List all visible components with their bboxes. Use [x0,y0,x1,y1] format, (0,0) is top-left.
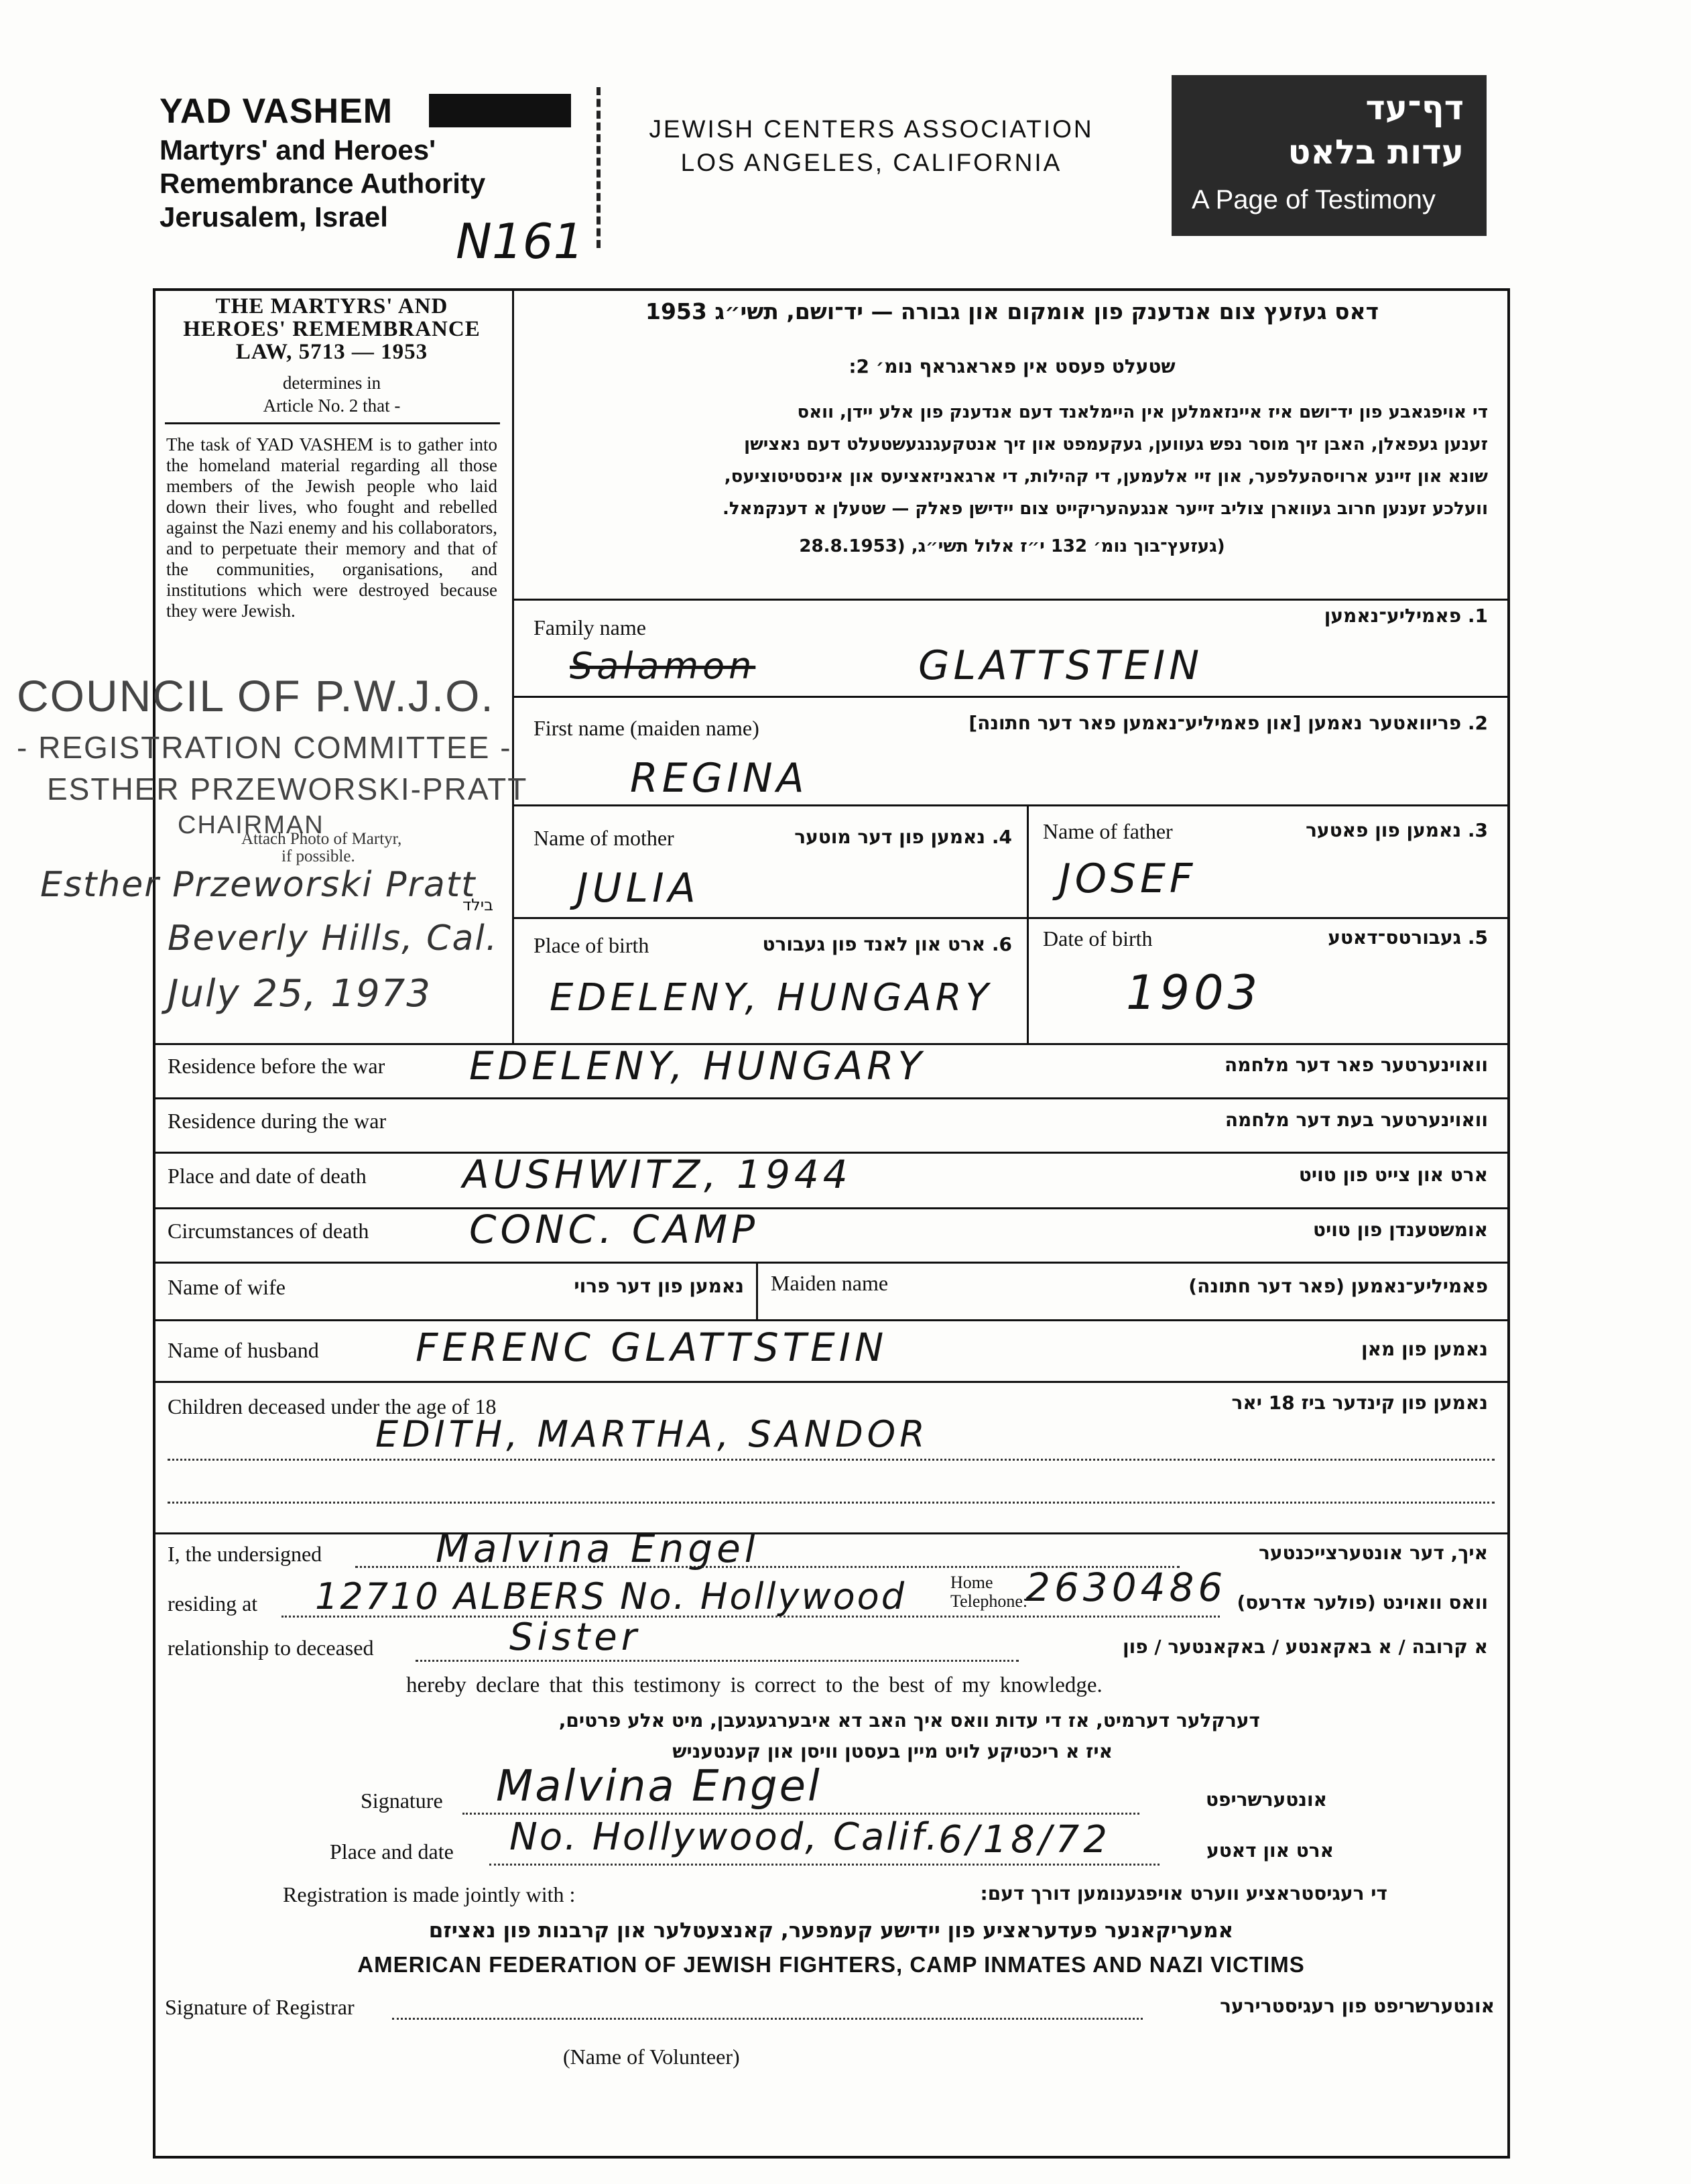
death-place-label: Place and date of death [168,1164,367,1188]
jca-line2: LOS ANGELES, CALIFORNIA [680,149,1062,176]
rule-yiddish-bottom [512,599,1510,601]
declaration-statement: hereby declare that this testimony is correct to the best of my knowledge. [406,1673,1103,1697]
declaration-statement-he-1: דערקלער דערמיט, אז די עדות וואס איך האב דא איבערגעגעבן, מיט אלע פרטים, [558,1709,1260,1732]
place-date-label: Place and date [330,1839,454,1864]
wife-divider [756,1262,758,1319]
yiddish-line-4: וועלכע זענען חרוב געווארן צוליב זייער אנגעהעריקייט צום יידישן פאלק — שטעלן א דענקמאל. [723,499,1488,519]
birth-date-value: 1903 [1126,965,1262,1020]
stamp-city: Beverly Hills, Cal. [168,918,499,959]
law-rule [165,422,500,424]
birth-date-label-he: 5. געבורטס־דאטע [1328,926,1488,949]
registration-label-he: די רעגיסטראציע ווערט אויפגענומען דורך דעם: [980,1882,1387,1904]
yiddish-line-3: שונא און זיינע ארויסהעלפער, און זיי אלעמען, די קהילות, די ארגאניזאציעס און אינסטיטוציעס, [724,467,1488,487]
husband-label-he: נאמען פון מאן [1361,1338,1488,1360]
maiden-label: Maiden name [771,1271,889,1295]
stamp-signature: Esther Przeworski Pratt [40,865,477,905]
birth-date-label: Date of birth [1043,926,1153,951]
org-line3: Remembrance Authority [160,168,486,199]
yiddish-line-1: די אויפגאבע פון יד־ושם איז איינזאמלען אין היימלאנד דעם אנדענק פון אלע יידן, וואס [797,402,1488,422]
law-title-1: THE MARTYRS' AND [215,294,448,318]
org-name: YAD VASHEM [160,92,393,131]
stamp-date: July 25, 1973 [168,972,432,1016]
family-name-label-he: 1. פאמיליע־נאמען [1324,605,1488,627]
relationship-line [416,1660,1019,1662]
org-line4: Jerusalem, Israel [160,201,388,233]
family-name-value: GLATTSTEIN [918,642,1204,689]
res-before-value: EDELENY, HUNGARY [469,1043,926,1089]
photo-hebrew: בילד [462,896,493,914]
federation-en: AMERICAN FEDERATION OF JEWISH FIGHTERS, CAMP INMATES AND NAZI VICTIMS [357,1952,1305,1977]
yiddish-line-5: (געזעץ־בוך נומ׳ 132 י״ז אלול תשי״ג, (28.8.1953 [799,536,1225,556]
relationship-value: Sister [509,1616,641,1659]
wife-label: Name of wife [168,1275,286,1299]
law-title-2: HEROES' REMEMBRANCE [183,317,481,341]
birth-place-label-he: 6. ארט און לאנד פון געבורט [762,933,1012,955]
rule-wife [153,1319,1510,1321]
registrar-line [392,2018,1143,2020]
children-dotted-1 [168,1459,1495,1461]
rule-husband [153,1381,1510,1383]
rule-children [153,1532,1510,1534]
rule-death-place [153,1207,1510,1209]
parents-divider [1027,804,1029,1044]
place-date-line [489,1864,1160,1866]
birth-place-label: Place of birth [534,933,649,957]
undersigned-value: Malvina Engel [436,1526,759,1571]
mother-value: JULIA [576,865,700,912]
badge-english: A Page of Testimony [1192,185,1436,215]
yiddish-line-2: זענען געפאלן, האבן זיך מוסר נפש געווען, געקעמפט און זיך אנטקעגנגעשטעלט דעם נאצישן [744,434,1488,454]
residing-value: 12710 ALBERS No. Hollywood [315,1575,906,1618]
badge-hebrew-1: דף־עד [1365,88,1464,127]
husband-label: Name of husband [168,1338,319,1362]
stamp-chair-name: ESTHER PRZEWORSKI-PRATT [47,772,528,806]
birth-place-value: EDELENY, HUNGARY [550,976,993,1020]
husband-value: FERENC GLATTSTEIN [416,1325,888,1370]
law-title-3: LAW, 5713 — 1953 [235,340,428,364]
death-circ-label-he: אומשטענדן פון טויט [1313,1219,1488,1241]
left-column-divider [512,288,514,1044]
declaration-statement-he-2: איז א ריכטיקע לויט מיין בעסטן וויסן און קענטעניש [672,1740,1113,1762]
law-body: The task of YAD VASHEM is to gather into the homeland material regarding all those members of the Jewish people who laid down their lives, who fought and rebelled against the Nazi enemy and his collaborators, and to perpetuate their memory and that of the communities, organisations, and institutions which were destroyed because they were Jewish. [166,434,497,621]
registrar-label-he: אונטערשריפט פון רעגיסטרירער [1220,1995,1495,2017]
badge-hebrew-2: עדות בלאט [1288,133,1464,172]
yiddish-subtitle: שטעלט פעסט אין פאראגראף נומ׳ 2: [849,355,1176,377]
place-date-label-he: ארט און דאטע [1206,1839,1334,1862]
father-label-he: 3. נאמען פון פאטער [1306,819,1488,841]
rule-death-circ [153,1262,1510,1264]
phone-value: 2630486 [1025,1565,1227,1610]
place-value: No. Hollywood, Calif. [509,1815,940,1859]
mother-label: Name of mother [534,826,674,850]
yiddish-title: דאס געזעץ צום אנדענק פון אומקום און גבורה — יד־ושם, תשי״ג 1953 [645,298,1379,324]
org-line2: Martyrs' and Heroes' [160,134,436,166]
signature-value: Malvina Engel [496,1762,822,1811]
registration-label: Registration is made jointly with : [283,1882,576,1906]
registrar-label: Signature of Registrar [165,1995,355,2019]
stamp-council: COUNCIL OF P.W.J.O. [17,671,495,721]
rule-res-before [153,1097,1510,1099]
death-circ-value: CONC. CAMP [469,1207,759,1252]
signature-line [462,1813,1139,1815]
first-name-label-he: 2. פריוואטער נאמען [און פאמיליע־נאמען פאר דער חתונה] [968,712,1488,734]
law-sub-1: determines in [282,373,381,393]
death-place-label-he: ארט און צייט פון טויט [1298,1164,1488,1186]
children-dotted-2 [168,1502,1495,1504]
photo-note-1: Attach Photo of Martyr, [241,830,402,848]
federation-he: אמעריקאנער פעדעראציע פון יידישע קעמפער, קאנצעטלער און קרבנות פון נאציזם [428,1919,1234,1943]
residing-label-he: וואס וואוינט (פולער אדרעס) [1237,1591,1488,1614]
relationship-label-he: א קרובה / א באקאנטע / באקאנטער / פון [1123,1636,1488,1658]
children-value: EDITH, MARTHA, SANDOR [375,1413,929,1455]
rule-family [512,696,1510,698]
father-value: JOSEF [1059,855,1197,902]
family-name-label: Family name [534,615,646,640]
signature-label: Signature [361,1788,443,1813]
children-label: Children deceased under the age of 18 [168,1394,497,1418]
wife-label-he: נאמען פון דער פרוי [574,1275,744,1297]
photo-note-2: if possible. [281,847,355,865]
jca-line1: JEWISH CENTERS ASSOCIATION [649,115,1094,143]
law-sub-2: Article No. 2 that - [263,396,401,416]
res-before-label: Residence before the war [168,1054,385,1078]
family-name-crossed: Salamon [570,645,756,687]
phone-label-1: Home [950,1573,993,1592]
undersigned-label-he: איך, דער אונטערצייכנטער [1259,1542,1488,1564]
first-name-label: First name (maiden name) [534,716,759,740]
stamp-chairman: CHAIRMAN [178,811,324,839]
rule-first [512,804,1510,806]
date-value: 6/18/72 [938,1818,1111,1862]
res-before-label-he: וואוינערטער פאר דער מלחמה [1225,1054,1488,1076]
stamp-registration: - REGISTRATION COMMITTEE - [17,730,512,765]
children-label-he: נאמען פון קינדער ביז 18 יאר [1231,1392,1488,1414]
residing-label: residing at [168,1591,258,1616]
header-divider [597,87,601,248]
testimony-badge [1172,75,1487,236]
phone-label-2: Telephone: [950,1591,1028,1611]
death-place-value: AUSHWITZ, 1944 [462,1152,852,1197]
signature-label-he: אונטערשריפט [1206,1788,1327,1811]
res-during-label: Residence during the war [168,1109,387,1133]
handwritten-number: N161 [456,213,584,269]
maiden-label-he: פאמיליע־נאמען (פאר דער חתונה) [1188,1275,1488,1297]
mother-label-he: 4. נאמען פון דער מוטער [794,826,1012,848]
first-name-value: REGINA [630,755,808,802]
relationship-label: relationship to deceased [168,1636,374,1660]
death-circ-label: Circumstances of death [168,1219,369,1243]
res-during-label-he: וואוינערטער בעת דער מלחמה [1225,1109,1488,1131]
father-label: Name of father [1043,819,1173,843]
rule-parents [512,917,1510,919]
volunteer-label: (Name of Volunteer) [563,2045,740,2069]
undersigned-label: I, the undersigned [168,1542,322,1566]
org-logo-bar [429,94,571,127]
